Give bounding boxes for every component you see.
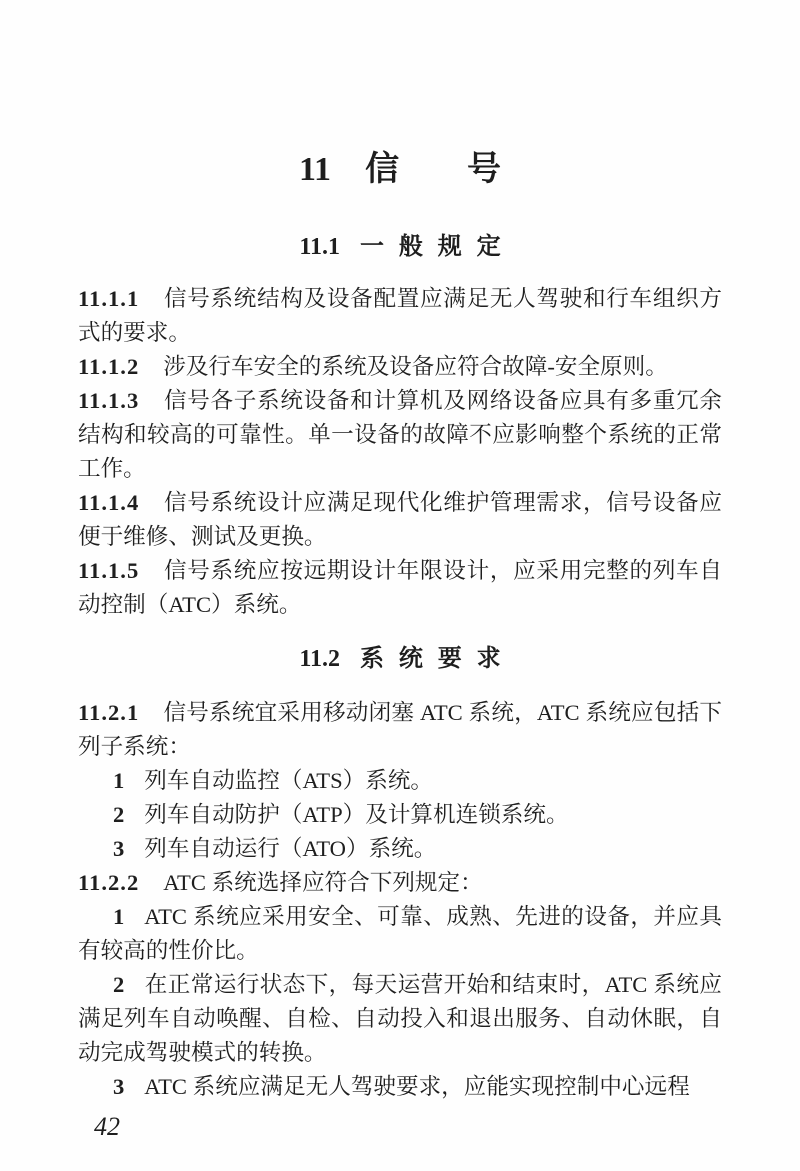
section-heading-11-2 (78, 640, 722, 678)
clause-number: 11.1.2 (78, 354, 140, 379)
clause-11-1-2 (78, 350, 722, 384)
section-title: 系统要求 (360, 646, 516, 672)
clause-number: 11.2.1 (78, 700, 140, 725)
section-heading-11-1 (78, 228, 722, 266)
item-number: 1 (113, 904, 125, 929)
clause-11-1-4 (78, 486, 722, 554)
list-item-2 (78, 968, 722, 1070)
item-text: ATC 系统应满足无人驾驶要求，应能实现控制中心远程 (144, 1074, 690, 1099)
clause-text: 信号系统宜采用移动闭塞 ATC 系统，ATC 系统应包括下列子系统： (78, 700, 722, 759)
clause-number: 11.1.3 (78, 388, 140, 413)
clause-11-1-3 (78, 384, 722, 486)
item-number: 3 (113, 1074, 125, 1099)
text-column (0, 150, 800, 1104)
clause-11-2-2 (78, 866, 722, 900)
clause-text: 信号各子系统设备和计算机及网络设备应具有多重冗余结构和较高的可靠性。单一设备的故障不应影响整个系统的正常工作。 (78, 388, 722, 481)
clause-number: 11.1.5 (78, 558, 140, 583)
chapter-title: 信号 (365, 151, 570, 188)
clause-text: 涉及行车安全的系统及设备应符合故障-安全原则。 (163, 354, 668, 379)
clause-text: ATC 系统选择应符合下列规定： (163, 870, 483, 895)
list-item-2 (78, 798, 722, 832)
clause-text: 信号系统结构及设备配置应满足无人驾驶和行车组织方式的要求。 (78, 286, 722, 345)
list-item-3 (78, 832, 722, 866)
list-item-1 (78, 900, 722, 968)
section-number: 11.2 (299, 646, 341, 672)
clause-number: 11.1.4 (78, 490, 140, 515)
clause-text: 信号系统设计应满足现代化维护管理需求，信号设备应便于维修、测试及更换。 (78, 490, 722, 549)
item-text: 列车自动运行（ATO）系统。 (144, 836, 437, 861)
list-item-1 (78, 764, 722, 798)
item-number: 3 (113, 836, 125, 861)
chapter-number: 11 (298, 151, 332, 188)
clause-11-2-1 (78, 696, 722, 764)
clause-number: 11.1.1 (78, 286, 140, 311)
clause-11-1-1 (78, 282, 722, 350)
section-title: 一般规定 (360, 234, 516, 260)
item-text: 在正常运行状态下，每天运营开始和结束时，ATC 系统应满足列车自动唤醒、自检、自动投入和退出服务、自动休眠，自动完成驾驶模式的转换。 (78, 972, 722, 1065)
item-number: 1 (113, 768, 125, 793)
page-number: 42 (94, 1112, 120, 1141)
section-number: 11.1 (299, 234, 341, 260)
item-number: 2 (113, 972, 125, 997)
chapter-heading (78, 150, 722, 190)
item-text: 列车自动监控（ATS）系统。 (144, 768, 434, 793)
clause-text: 信号系统应按远期设计年限设计，应采用完整的列车自动控制（ATC）系统。 (78, 558, 722, 617)
item-text: 列车自动防护（ATP）及计算机连锁系统。 (144, 802, 569, 827)
item-number: 2 (113, 802, 125, 827)
clause-number: 11.2.2 (78, 870, 140, 895)
list-item-3 (78, 1070, 722, 1104)
clause-11-1-5 (78, 554, 722, 622)
item-text: ATC 系统应采用安全、可靠、成熟、先进的设备，并应具有较高的性价比。 (78, 904, 722, 963)
